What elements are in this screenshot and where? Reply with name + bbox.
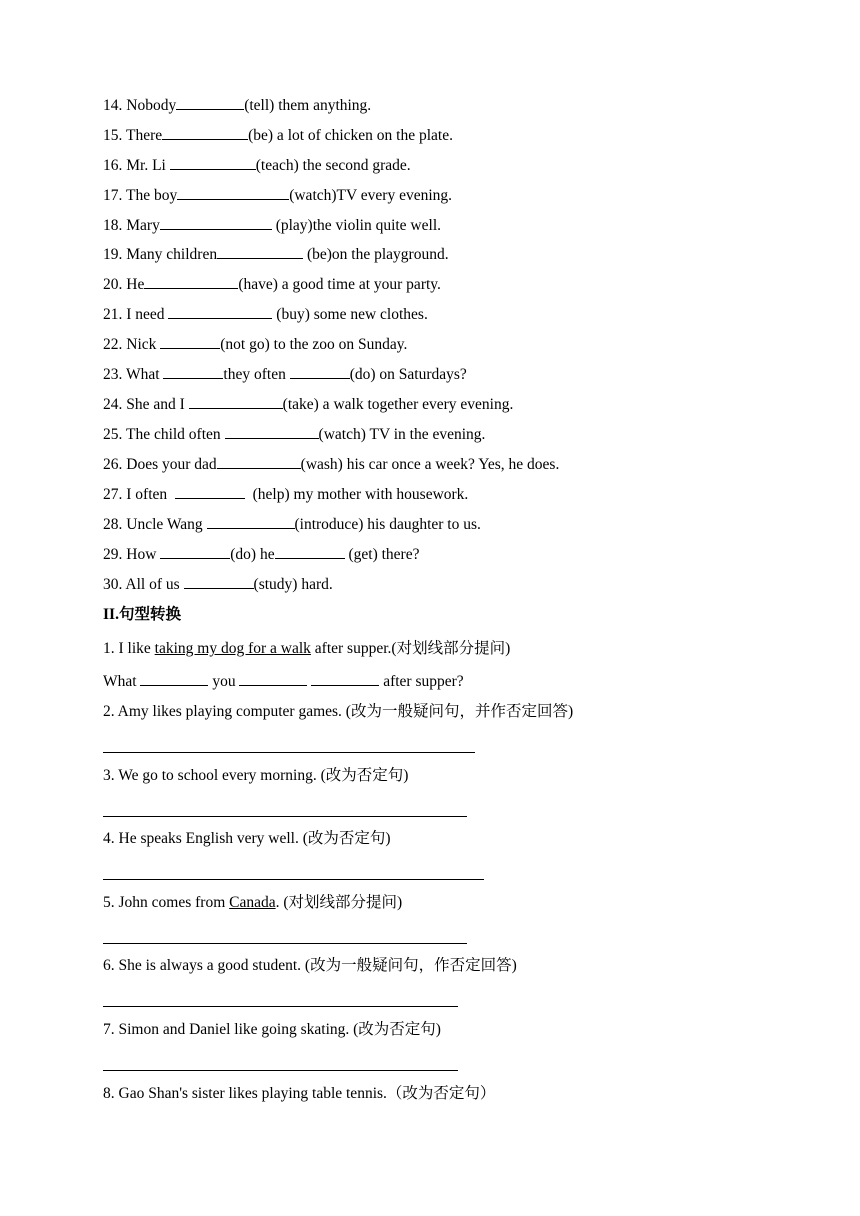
answer-blank[interactable] (217, 454, 301, 469)
exercise-item-18: 18. Mary (play)the violin quite well. (103, 217, 441, 234)
answer-blank[interactable] (177, 185, 289, 200)
answer-blank[interactable] (140, 671, 208, 686)
answer-line[interactable] (103, 1006, 458, 1007)
exercise-item-16: 16. Mr. Li (teach) the second grade. (103, 157, 411, 174)
exercise-item-22: 22. Nick (not go) to the zoo on Sunday. (103, 336, 408, 353)
section-heading: II.句型转换 (103, 606, 181, 623)
exercise-item-15: 15. There (be) a lot of chicken on the plate. (103, 127, 453, 144)
transform-answer-1: What you after supper? (103, 673, 464, 690)
exercise-item-24: 24. She and I (take) a walk together every evening. (103, 396, 514, 413)
answer-blank[interactable] (217, 244, 303, 259)
answer-blank[interactable] (170, 155, 256, 170)
exercise-item-23: 23. What they often (do) on Saturdays? (103, 366, 467, 383)
exercise-item-17: 17. The boy (watch)TV every evening. (103, 187, 453, 204)
answer-blank[interactable] (275, 544, 345, 559)
transform-question-2: 2. Amy likes playing computer games. (改为一般疑问句，并作否定回答) (103, 703, 574, 720)
answer-blank[interactable] (184, 574, 254, 589)
exercise-item-26: 26. Does your dad (wash) his car once a week? Yes, he does. (103, 456, 560, 473)
transform-question-4: 4. He speaks English very well. (改为否定句) (103, 830, 391, 847)
answer-blank[interactable] (225, 424, 319, 439)
answer-blank[interactable] (163, 364, 223, 379)
answer-line[interactable] (103, 816, 467, 817)
exercise-item-21: 21. I need (buy) some new clothes. (103, 306, 428, 323)
answer-blank[interactable] (207, 514, 295, 529)
answer-blank[interactable] (290, 364, 350, 379)
answer-line[interactable] (103, 1070, 458, 1071)
transform-question-3: 3. We go to school every morning. (改为否定句) (103, 767, 409, 784)
exercise-item-20: 20. He (have) a good time at your party. (103, 276, 441, 293)
answer-blank[interactable] (160, 544, 230, 559)
exercise-item-25: 25. The child often (watch) TV in the evening. (103, 426, 486, 443)
answer-blank[interactable] (168, 304, 272, 319)
answer-line[interactable] (103, 943, 467, 944)
underlined-phrase: Canada (229, 894, 276, 911)
answer-blank[interactable] (176, 95, 244, 110)
transform-question-7: 7. Simon and Daniel like going skating. (改为否定句) (103, 1021, 441, 1038)
underlined-phrase: taking my dog for a walk (154, 640, 311, 657)
transform-question-1: 1. I like taking my dog for a walk after supper.(对划线部分提问) (103, 640, 511, 657)
answer-blank[interactable] (189, 394, 283, 409)
exercise-item-28: 28. Uncle Wang (introduce) his daughter to us. (103, 516, 481, 533)
answer-line[interactable] (103, 879, 484, 880)
transform-question-6: 6. She is always a good student. (改为一般疑问句，作否定回答) (103, 957, 517, 974)
answer-blank[interactable] (144, 274, 238, 289)
exercise-item-14: 14. Nobody (tell) them anything. (103, 97, 372, 114)
answer-blank[interactable] (162, 125, 248, 140)
exercise-item-30: 30. All of us (study) hard. (103, 576, 333, 593)
answer-blank[interactable] (175, 484, 245, 499)
answer-blank[interactable] (160, 334, 220, 349)
transform-question-8: 8. Gao Shan's sister likes playing table tennis.（改为否定句） (103, 1085, 496, 1102)
answer-blank[interactable] (311, 671, 379, 686)
exercise-item-27: 27. I often (help) my mother with housework. (103, 486, 469, 503)
answer-blank[interactable] (160, 215, 272, 230)
exercise-item-19: 19. Many children (be)on the playground. (103, 246, 449, 263)
exercise-item-29: 29. How (do) he (get) there? (103, 546, 420, 563)
answer-blank[interactable] (239, 671, 307, 686)
transform-question-5: 5. John comes from Canada. (对划线部分提问) (103, 894, 403, 911)
answer-line[interactable] (103, 752, 475, 753)
